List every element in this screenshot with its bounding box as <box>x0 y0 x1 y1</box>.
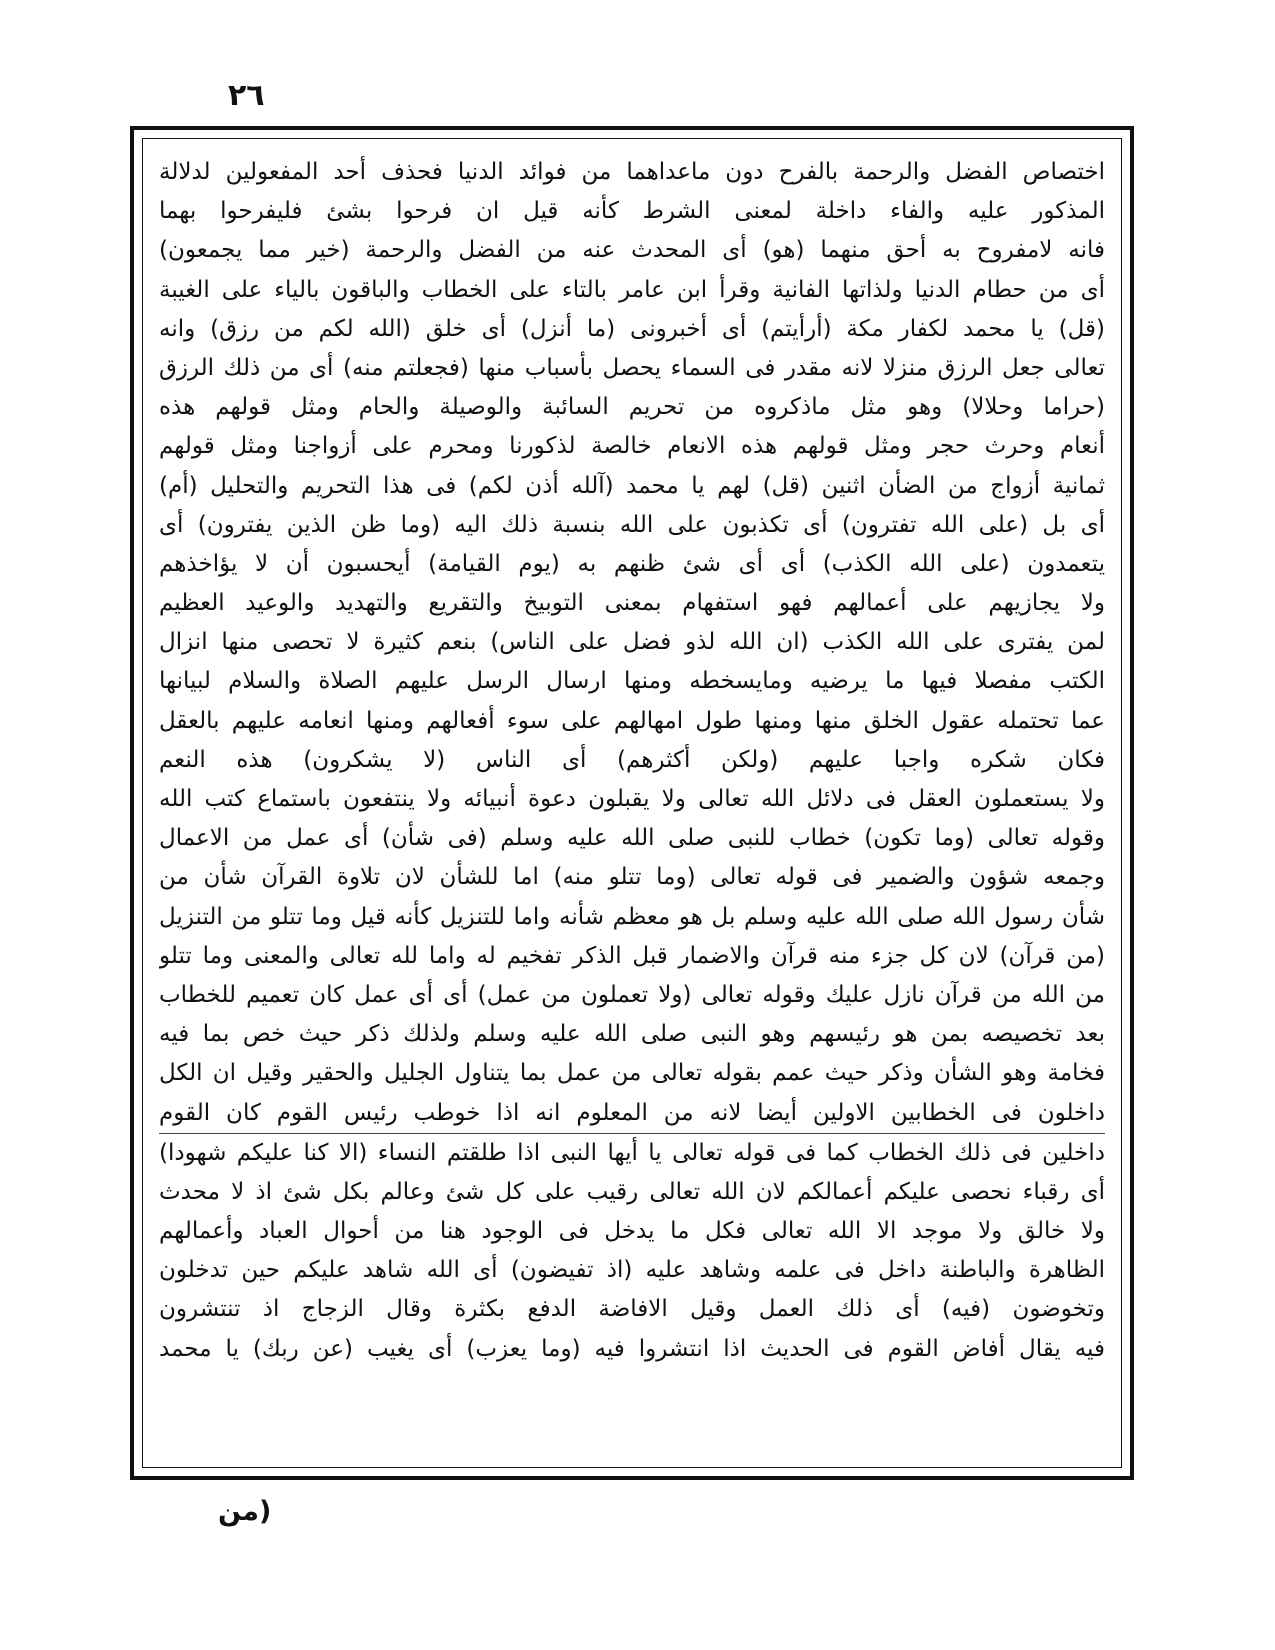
text-line: (قل) يا محمد لكفار مكة (أرأيتم) أى أخبرونى (ما أنزل) أى خلق (الله لكم من رزق) وانه <box>159 315 1105 342</box>
text-line: لمن يفترى على الله الكذب (ان الله لذو فضل على الناس) بنعم كثيرة لا تحصى منها انزال <box>159 629 1105 656</box>
text-line: أى رقباء نحصى عليكم أعمالكم لان الله تعالى رقيب على كل شئ وعالم بكل شئ اذ لا محدث <box>159 1178 1105 1205</box>
inner-border <box>142 138 1122 1468</box>
text-line: يتعمدون (على الله الكذب) أى أى شئ ظنهم به (يوم القيامة) أيحسبون أن لا يؤاخذهم <box>159 550 1105 577</box>
text-line: فانه لامفروح به أحق منهما (هو) أى المحدث عنه من الفضل والرحمة (خير مما يجمعون) <box>159 237 1105 264</box>
text-line: (حراما وحلالا) وهو مثل ماذكروه من تحريم السائبة والوصيلة والحام ومثل قولهم هذه <box>159 394 1105 421</box>
text-line: وجمعه شؤون والضمير فى قوله تعالى (وما تتلو منه) اما للشأن لان تلاوة القرآن شأن من <box>159 864 1105 891</box>
text-line: فكان شكره واجبا عليهم (ولكن أكثرهم) أى الناس (لا يشكرون) هذه النعم <box>159 746 1105 773</box>
text-line: اختصاص الفضل والرحمة بالفرح دون ماعداهما من فوائد الدنيا فحذف أحد المفعولين لدلالة <box>159 159 1105 185</box>
text-line: ولا خالق ولا موجد الا الله تعالى فكل ما يدخل فى الوجود هنا من أحوال العباد وأعمالهم <box>159 1218 1105 1245</box>
text-line: ولا يستعملون العقل فى دلائل الله تعالى ولا يقبلون دعوة أنبيائه ولا ينتفعون باستماع كتب الله <box>159 786 1105 812</box>
text-line: فيه يقال أفاض القوم فى الحديث اذا انتشروا فيه (وما يعزب) أى يغيب (عن ربك) يا محمد <box>159 1335 1105 1362</box>
text-line: ثمانية أزواج من الضأن اثنين (قل) لهم يا محمد (آلله أذن لكم) فى هذا التحريم والتحليل (أم) <box>159 472 1105 499</box>
text-line: أنعام وحرث حجر ومثل قولهم هذه الانعام خالصة لذكورنا ومحرم على أزواجنا ومثل قولهم <box>159 433 1105 460</box>
text-line: تعالى جعل الرزق منزلا لانه مقدر فى السماء يحصل بأسباب منها (فجعلتم منه) أى من ذلك الرزق <box>159 354 1105 381</box>
text-line: أى من حطام الدنيا ولذاتها الفانية وقرأ ابن عامر بالتاء على الخطاب والباقون بالياء على الغيبة <box>159 276 1105 303</box>
catchword: (من <box>218 1496 272 1527</box>
text-line: الظاهرة والباطنة داخل فى علمه وشاهد عليه (اذ تفيضون) أى الله شاهد عليكم حين تدخلون <box>159 1257 1105 1284</box>
text-line: فخامة وهو الشأن وذكر حيث عمم بقوله تعالى من عمل بما يتناول الجليل والحقير وقيل ان الكل <box>159 1060 1105 1087</box>
text-line: وتخوضون (فيه) أى ذلك العمل وقيل الافاضة الدفع بكثرة وقال الزجاج اذ تنتشرون <box>159 1296 1105 1323</box>
text-line: من الله من قرآن نازل عليك وقوله تعالى (ولا تعملون من عمل) أى أى عمل كان تعميم للخطاب <box>159 981 1105 1008</box>
body-text <box>159 153 1105 1453</box>
text-line: المذكور عليه والفاء داخلة لمعنى الشرط كأنه قيل ان فرحوا بشئ فليفرحوا بهما <box>159 198 1105 225</box>
text-line: ولا يجازيهم على أعمالهم فهو استفهام بمعنى التوبيخ والتقريع والتهديد والوعيد العظيم <box>159 590 1105 617</box>
text-line: بعد تخصيصه بمن هو رئيسهم وهو النبى صلى الله عليه وسلم ولذلك ذكر حيث خص بما فيه <box>159 1021 1105 1048</box>
text-line: (من قرآن) لان كل جزء منه قرآن والاضمار قبل الذكر تفخيم له واما لله تعالى والمعنى وما تتلو <box>159 942 1105 969</box>
page-number: ٢٦ <box>228 78 265 113</box>
text-line: داخلين فى ذلك الخطاب كما فى قوله تعالى يا أيها النبى اذا طلقتم النساء (الا كنا عليكم شهودا) <box>159 1139 1105 1166</box>
text-line: داخلون فى الخطابين الاولين أيضا لانه من المعلوم انه اذا خوطب رئيس القوم كان القوم <box>159 1094 1105 1134</box>
text-line: عما تحتمله عقول الخلق منها ومنها طول امهالهم على سوء أفعالهم ومنها انعامه عليهم بالعقل <box>159 707 1105 734</box>
text-line: وقوله تعالى (وما تكون) خطاب للنبى صلى الله عليه وسلم (فى شأن) أى عمل من الاعمال <box>159 825 1105 852</box>
page-border <box>130 126 1134 1480</box>
text-line: الكتب مفصلا فيها ما يرضيه ومايسخطه ومنها ارسال الرسل عليهم الصلاة والسلام لبيانها <box>159 668 1105 695</box>
text-line: أى بل (على الله تفترون) أى تكذبون على الله بنسبة ذلك اليه (وما ظن الذين يفترون) أى <box>159 511 1105 538</box>
text-line: شأن رسول الله صلى الله عليه وسلم بل هو معظم شأنه واما للتنزيل كأنه قيل وما تتلو من التنزيل <box>159 903 1105 930</box>
